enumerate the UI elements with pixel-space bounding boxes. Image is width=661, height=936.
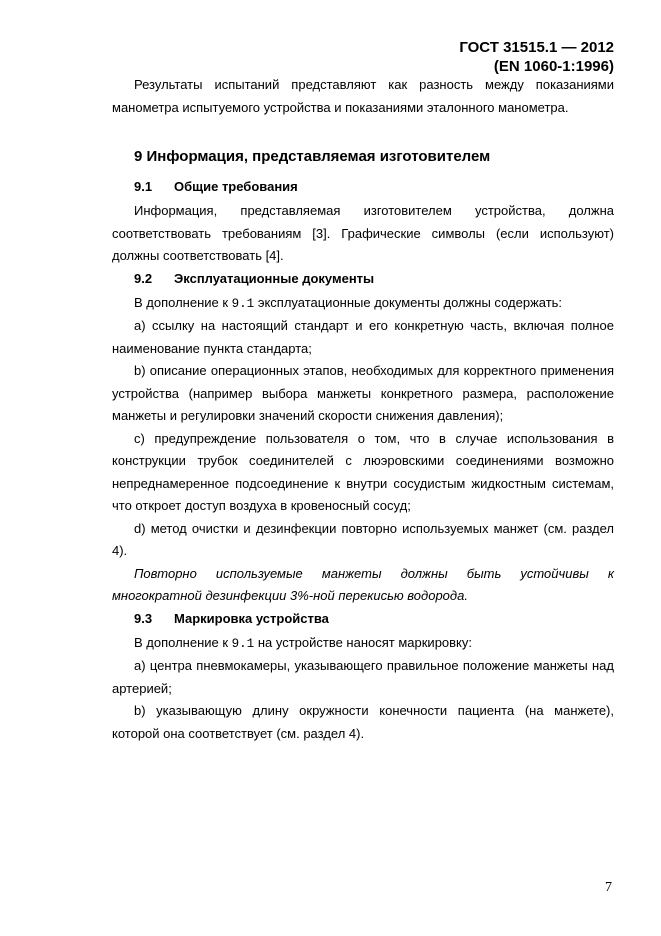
document-body (112, 74, 614, 745)
list-item: b) описание операционных этапов, необходимых для корректного применения устройства (например выбора манжеты конкретного размера, расположение манжеты и регулировки значений скорости снижения давления); (112, 363, 614, 423)
list-item: а) центра пневмокамеры, указывающего правильное положение манжеты над артерией; (112, 658, 614, 696)
clause-reference: 9.1 (231, 296, 255, 311)
standard-code: ГОСТ 31515.1 — 2012 (459, 39, 614, 56)
section-9-3-heading (134, 608, 614, 630)
section-title: Общие требования (174, 179, 298, 194)
note-paragraph: Повторно используемые манжеты должны быть устойчивы к многократной дезинфекции 3%-ной перекисью водорода. (112, 565, 614, 603)
section-title: Эксплуатационные документы (174, 270, 375, 286)
list-item: d) метод очистки и дезинфекции повторно используемых манжет (см. раздел 4). (112, 520, 614, 558)
intro-paragraph: Результаты испытаний представляют как разность между показаниями манометра испытуемого устройства и показаниями эталонного манометра. (112, 77, 614, 115)
document-header (459, 38, 614, 76)
list-item: b) указывающую длину окружности конечности пациента (на манжете), которой она соответствует (см. раздел 4). (112, 703, 614, 741)
lead-text: В дополнение к (134, 634, 229, 650)
lead-text: эксплуатационные документы должны содержать: (257, 294, 563, 310)
section-9-2-lead (112, 292, 614, 316)
standard-equivalent: (EN 1060-1:1996) (493, 58, 614, 75)
section-title: Маркировка устройства (174, 610, 329, 626)
section-9-2-heading (134, 268, 614, 290)
section-9-1-heading (134, 176, 614, 198)
page-number: 7 (605, 880, 612, 895)
section-9-title: 9 Информация, представляемая изготовителем (134, 148, 491, 165)
section-9-3-lead (112, 632, 614, 656)
list-item: с) предупреждение пользователя о том, что в случае использования в конструкции трубок соединителей с люэровскими соединениями возможно непреднамеренное подсоединение к внутри сосудистым жидкостным системам, что откроет доступ воздуха в кровеносный сосуд; (112, 430, 614, 513)
list-item: а) ссылку на настоящий стандарт и его конкретную часть, включая полное наименование пункта стандарта; (112, 318, 614, 356)
section-number: 9.1 (134, 179, 153, 194)
lead-text: на устройстве наносят маркировку: (257, 634, 473, 650)
section-9-1-text: Информация, представляемая изготовителем устройства, должна соответствовать требованиям [3]. Графические символы (если используют) должны соответствовать [4]. (112, 203, 614, 263)
lead-text: В дополнение к (134, 294, 229, 310)
clause-reference: 9.1 (231, 636, 255, 651)
section-number: 9.3 (134, 610, 153, 626)
section-number: 9.2 (134, 270, 153, 286)
